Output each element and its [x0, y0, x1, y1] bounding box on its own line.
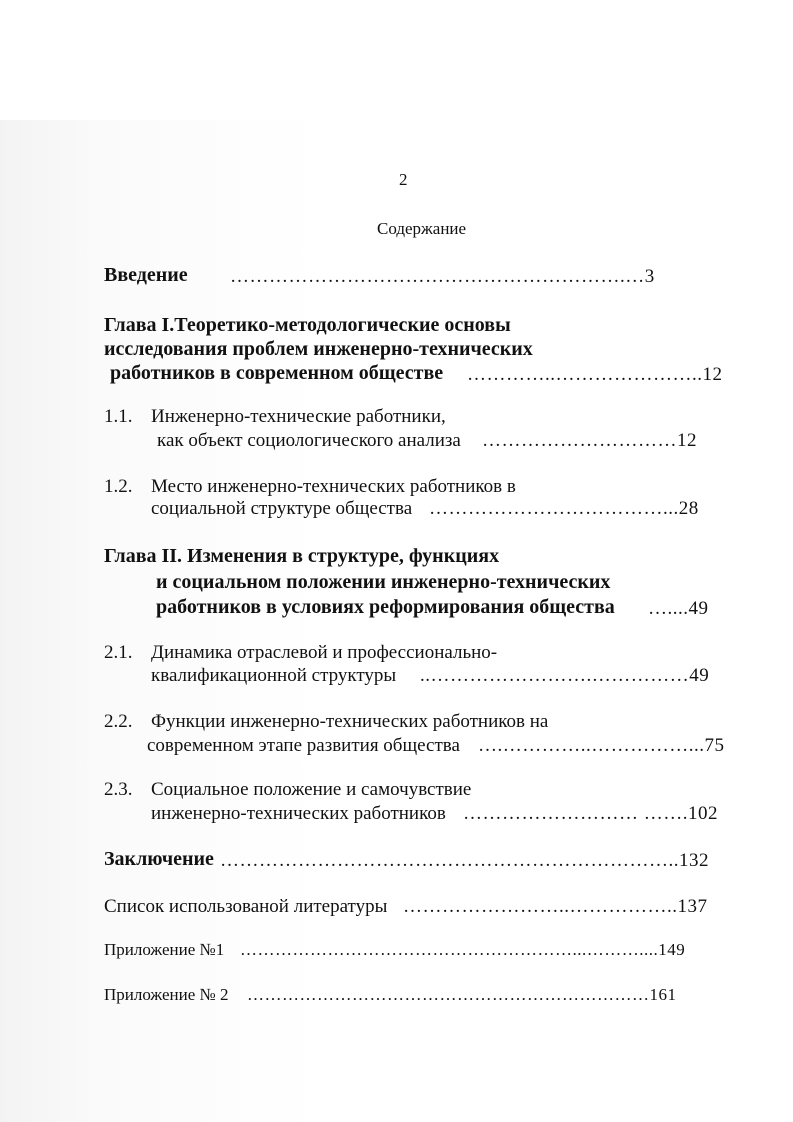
toc-section-2-2-leader: ….…………..……………...75: [478, 735, 725, 756]
toc-section-2-3-leader: ……………………… …….102: [463, 803, 718, 824]
toc-section-1-1-leader: …………………………12: [482, 430, 697, 451]
toc-section-2-3-number: 2.3.: [104, 779, 133, 800]
toc-chapter1-line1: Глава I.Теоретико-методологические основы: [104, 314, 511, 336]
toc-chapter2-leader: …....49: [648, 598, 709, 619]
toc-section-2-1-leader: ..…………………….……………49: [420, 665, 710, 686]
toc-entry-appendix2-leader: ……………………………………………………………161: [247, 985, 677, 1004]
toc-chapter1-line2: исследования проблем инженерно-технических: [104, 338, 533, 360]
toc-entry-references-leader: ……………………..……………..137: [403, 896, 708, 917]
toc-entry-appendix2-title: Приложение № 2: [104, 985, 229, 1004]
toc-entry-appendix1-title: Приложение №1: [104, 940, 225, 959]
toc-section-1-1-number: 1.1.: [104, 406, 133, 427]
toc-chapter2-line1: Глава II. Изменения в структуре, функциях: [104, 545, 500, 567]
toc-section-2-3-line1: Социальное положение и самочувствие: [151, 779, 472, 800]
page-number: 2: [399, 170, 408, 189]
toc-section-1-2-leader: ………………………………...28: [429, 498, 699, 519]
toc-entry-conclusion-title: Заключение: [104, 848, 214, 870]
toc-section-1-2-line2: социальной структуре общества: [151, 498, 413, 519]
toc-section-2-2-line2: современном этапе развития общества: [147, 735, 460, 756]
toc-entry-intro-title: Введение: [104, 264, 188, 286]
toc-title: Содержание: [377, 219, 467, 238]
toc-section-1-1-line1: Инженерно-технические работники,: [151, 406, 446, 427]
toc-section-1-2-number: 1.2.: [104, 476, 133, 497]
toc-chapter2-line2: и социальном положении инженерно-технических: [156, 571, 611, 593]
toc-section-2-1-line2: квалификационной структуры: [151, 665, 397, 686]
toc-section-2-1-line1: Динамика отраслевой и профессионально-: [151, 642, 498, 663]
toc-section-2-2-line1: Функции инженерно-технических работников на: [151, 711, 549, 732]
toc-chapter2-line3: работников в условиях реформирования общества: [156, 596, 615, 618]
toc-section-1-1-line2: как объект социологического анализа: [157, 430, 461, 451]
toc-entry-intro-leader: …………………………………………………….…3: [230, 266, 655, 287]
toc-entry-appendix1-leader: …………………………………………………...………....149: [240, 940, 686, 959]
toc-section-2-3-line2: инженерно-технических работников: [151, 803, 446, 824]
toc-entry-conclusion-leader: ……………………………………………………………..132: [220, 850, 709, 871]
toc-chapter1-line3: работников в современном обществе: [110, 362, 444, 384]
toc-section-2-2-number: 2.2.: [104, 711, 133, 732]
toc-section-1-2-line1: Место инженерно-технических работников в: [151, 476, 516, 497]
toc-chapter1-leader: …………..…………………..12: [467, 364, 723, 385]
toc-section-2-1-number: 2.1.: [104, 642, 133, 663]
toc-entry-references-title: Список использованой литературы: [104, 896, 388, 917]
